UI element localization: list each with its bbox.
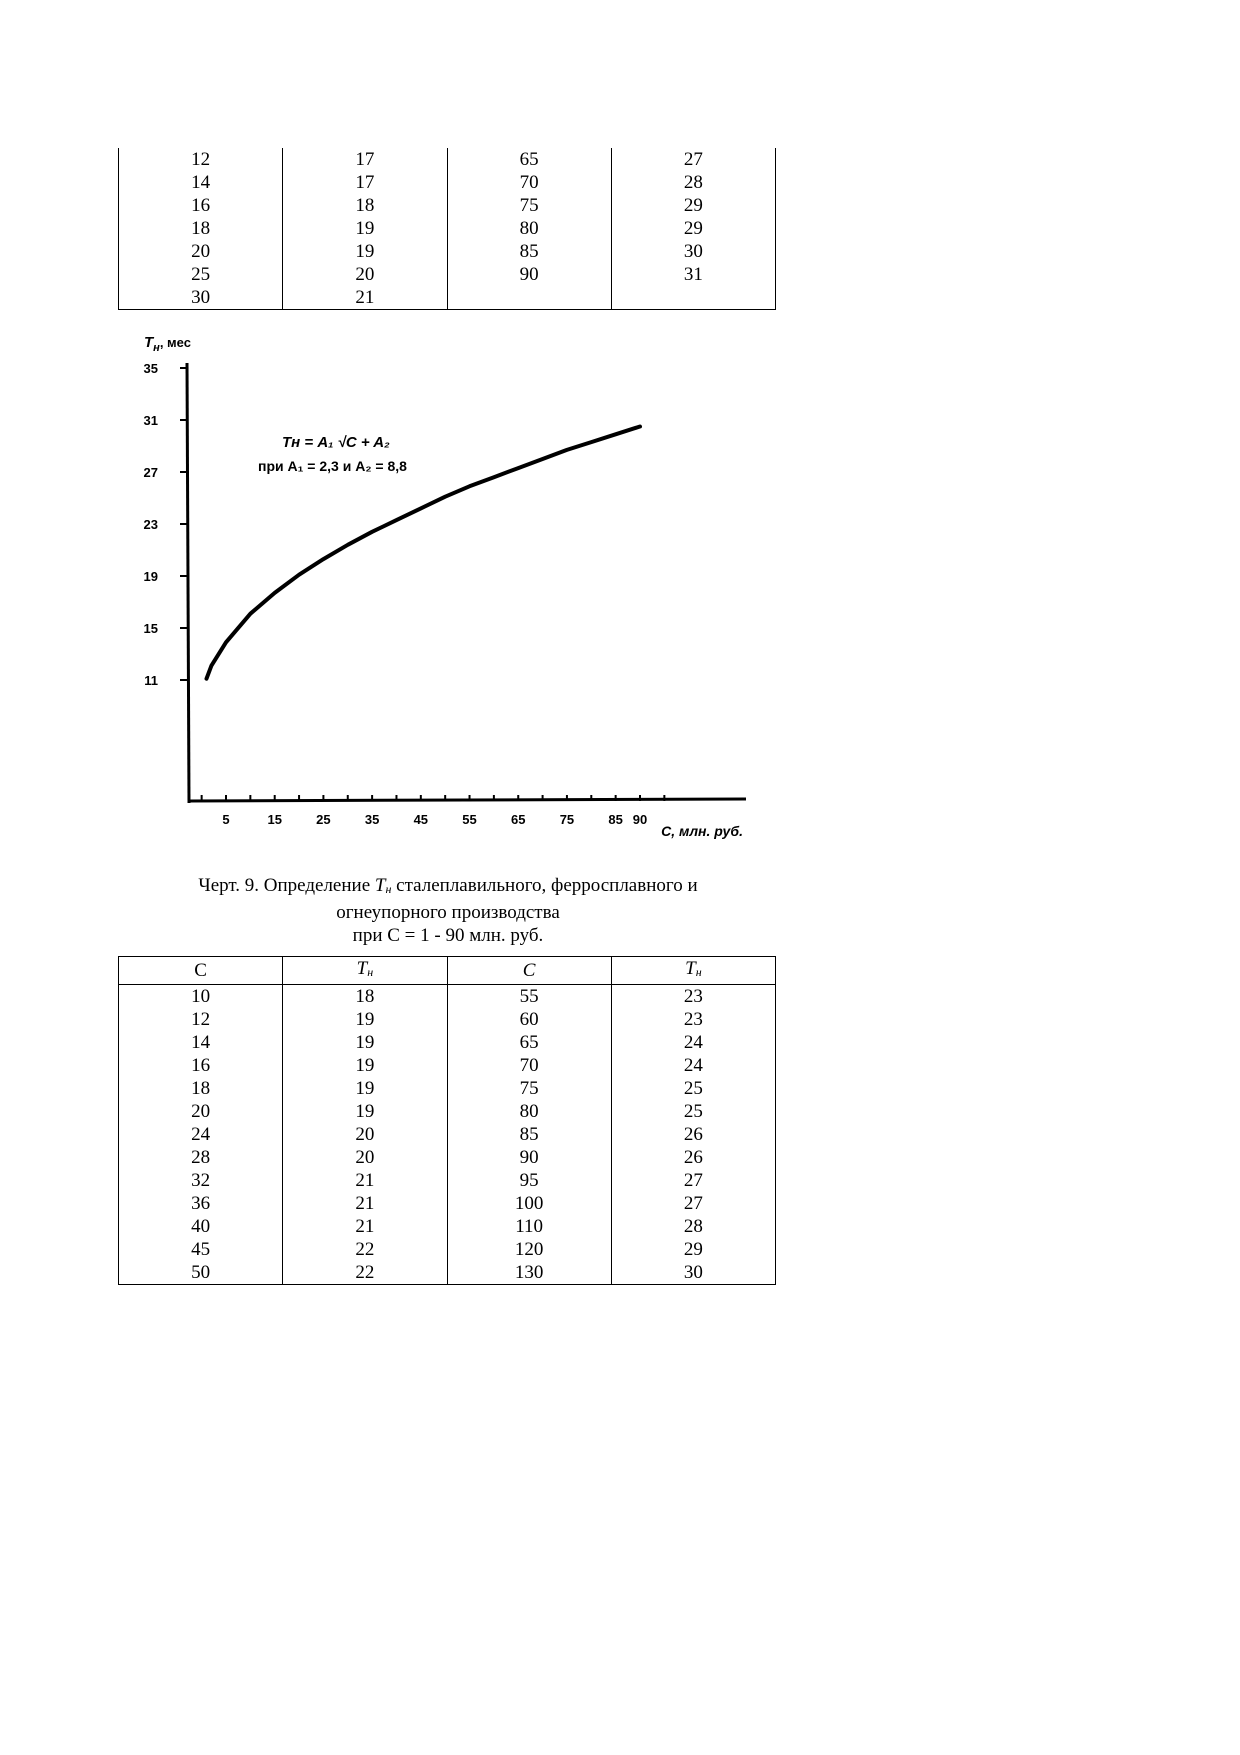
table-row	[119, 263, 776, 286]
table-cell: 21	[283, 1215, 447, 1238]
table-cell: 27	[611, 1169, 775, 1192]
table-cell: 20	[283, 263, 447, 286]
table-cell: 12	[119, 1008, 283, 1031]
table-continuation	[118, 148, 776, 310]
table-cell: 29	[611, 194, 775, 217]
table-cell: 110	[447, 1215, 611, 1238]
y-tick-label: 15	[143, 621, 158, 636]
table-cell: 19	[283, 1008, 447, 1031]
table-row	[119, 1261, 776, 1285]
table-header-cell: C	[447, 957, 611, 985]
table-cell: 28	[119, 1146, 283, 1169]
table-cell: 10	[119, 985, 283, 1009]
table-row	[119, 1100, 776, 1123]
table-cell: 18	[119, 1077, 283, 1100]
caption-line-1: Черт. 9. Определение $T_н$ сталеплавильного, ферросплавного и	[198, 875, 698, 896]
x-tick-label: 25	[316, 812, 331, 827]
table-cell	[611, 286, 775, 310]
table-cell: 75	[447, 1077, 611, 1100]
x-tick-label: 85	[608, 812, 623, 827]
y-ticks	[144, 361, 188, 688]
table-row	[119, 1008, 776, 1031]
table-cell: 21	[283, 286, 447, 310]
y-tick-label: 31	[143, 413, 158, 428]
table-row	[119, 1077, 776, 1100]
table-header-row	[119, 957, 776, 985]
table-cell: 20	[283, 1123, 447, 1146]
x-tick-label: 75	[559, 812, 575, 827]
table-cell: 75	[447, 194, 611, 217]
table-top-body	[119, 148, 776, 310]
table-cell: 70	[447, 171, 611, 194]
table-row	[119, 1146, 776, 1169]
figure-caption	[118, 874, 778, 947]
formula-line-1: Tн = A₁ √C + A₂	[282, 434, 390, 451]
table-cell: 28	[611, 1215, 775, 1238]
x-tick-label: 5	[222, 812, 230, 827]
table-cell: 28	[611, 171, 775, 194]
table-cell: 90	[447, 263, 611, 286]
x-axis-title: C, млн. руб.	[661, 823, 743, 839]
y-tick-label: 11	[144, 673, 158, 688]
table-row	[119, 1031, 776, 1054]
table-cell: 65	[447, 148, 611, 171]
table-cell: 17	[283, 171, 447, 194]
table-cell: 21	[283, 1192, 447, 1215]
table-cell: 24	[119, 1123, 283, 1146]
table-cell: 19	[283, 217, 447, 240]
table-row	[119, 1238, 776, 1261]
svg-text:Tн, мес: $T_н$, мес	[144, 334, 191, 354]
table-cell: 16	[119, 1054, 283, 1077]
table-cell: 18	[283, 985, 447, 1009]
table-cell: 21	[283, 1169, 447, 1192]
chart-tn-vs-c	[118, 325, 778, 850]
table-cell: 25	[611, 1077, 775, 1100]
table-cell: 50	[119, 1261, 283, 1285]
table-cell: 19	[283, 1100, 447, 1123]
y-axis	[187, 363, 189, 803]
table-cell: 19	[283, 1077, 447, 1100]
table-row	[119, 148, 776, 171]
table-cell: 30	[119, 286, 283, 310]
table-cell: 17	[283, 148, 447, 171]
caption-line-3: при С = 1 - 90 млн. руб.	[352, 925, 544, 946]
table-cell: 20	[119, 1100, 283, 1123]
x-tick-label: 55	[462, 812, 477, 827]
table-cell: 18	[119, 217, 283, 240]
y-tick-label: 27	[143, 465, 158, 480]
table-cell: 40	[119, 1215, 283, 1238]
table-row	[119, 217, 776, 240]
table-cell: 24	[611, 1031, 775, 1054]
caption-line-2: огнеупорного производства	[336, 902, 560, 923]
x-tick-label: 45	[413, 812, 429, 827]
table-cell: 100	[447, 1192, 611, 1215]
table-cell: 16	[119, 194, 283, 217]
table-cell: 130	[447, 1261, 611, 1285]
table-cell: 25	[119, 263, 283, 286]
table-cell: 14	[119, 171, 283, 194]
table-cell: 12	[119, 148, 283, 171]
table-cell: 80	[447, 1100, 611, 1123]
table-cell: 70	[447, 1054, 611, 1077]
table-cell: 60	[447, 1008, 611, 1031]
y-tick-label: 35	[143, 361, 158, 376]
table-row	[119, 1192, 776, 1215]
table-cell: 23	[611, 985, 775, 1009]
table-cell: 36	[119, 1192, 283, 1215]
table-cell: 30	[611, 240, 775, 263]
table-cell: 27	[611, 1192, 775, 1215]
table-cell: 24	[611, 1054, 775, 1077]
table-cell: 45	[119, 1238, 283, 1261]
table-cell: 26	[611, 1146, 775, 1169]
table-bottom-body	[119, 985, 776, 1285]
table-cell	[447, 286, 611, 310]
table-c-tn	[118, 956, 776, 1285]
table-cell: 27	[611, 148, 775, 171]
table-cell: 120	[447, 1238, 611, 1261]
table-row	[119, 1123, 776, 1146]
table-cell: 30	[611, 1261, 775, 1285]
table-cell: 80	[447, 217, 611, 240]
table-cell: 95	[447, 1169, 611, 1192]
table-header-cell: $T_н$	[283, 957, 447, 985]
table-row	[119, 194, 776, 217]
table-row	[119, 286, 776, 310]
table-cell: 26	[611, 1123, 775, 1146]
table-cell: 18	[283, 194, 447, 217]
table-cell: 65	[447, 1031, 611, 1054]
table-cell: 22	[283, 1261, 447, 1285]
table-header-cell: С	[119, 957, 283, 985]
table-cell: 90	[447, 1146, 611, 1169]
table-cell: 19	[283, 1054, 447, 1077]
table-header-cell: $T_н$	[611, 957, 775, 985]
x-tick-label: 90	[632, 812, 648, 827]
y-axis-title	[144, 334, 191, 354]
table-cell: 14	[119, 1031, 283, 1054]
y-tick-label: 23	[143, 517, 158, 532]
table-cell: 85	[447, 1123, 611, 1146]
table-cell: 29	[611, 217, 775, 240]
table-cell: 20	[119, 240, 283, 263]
table-row	[119, 240, 776, 263]
table-cell: 25	[611, 1100, 775, 1123]
table-cell: 19	[283, 1031, 447, 1054]
table-row	[119, 1215, 776, 1238]
x-tick-label: 65	[511, 812, 526, 827]
y-tick-label: 19	[143, 569, 158, 584]
table-cell: 31	[611, 263, 775, 286]
table-row	[119, 171, 776, 194]
table-cell: 20	[283, 1146, 447, 1169]
x-tick-label: 15	[267, 812, 282, 827]
x-tick-label: 35	[364, 812, 380, 827]
table-cell: 23	[611, 1008, 775, 1031]
table-row	[119, 1169, 776, 1192]
x-axis	[188, 799, 746, 801]
table-row	[119, 1054, 776, 1077]
table-cell: 85	[447, 240, 611, 263]
formula-line-2: при A₁ = 2,3 и A₂ = 8,8	[258, 458, 407, 474]
table-cell: 19	[283, 240, 447, 263]
table-cell: 29	[611, 1238, 775, 1261]
table-cell: 32	[119, 1169, 283, 1192]
table-row	[119, 985, 776, 1009]
table-cell: 55	[447, 985, 611, 1009]
table-cell: 22	[283, 1238, 447, 1261]
